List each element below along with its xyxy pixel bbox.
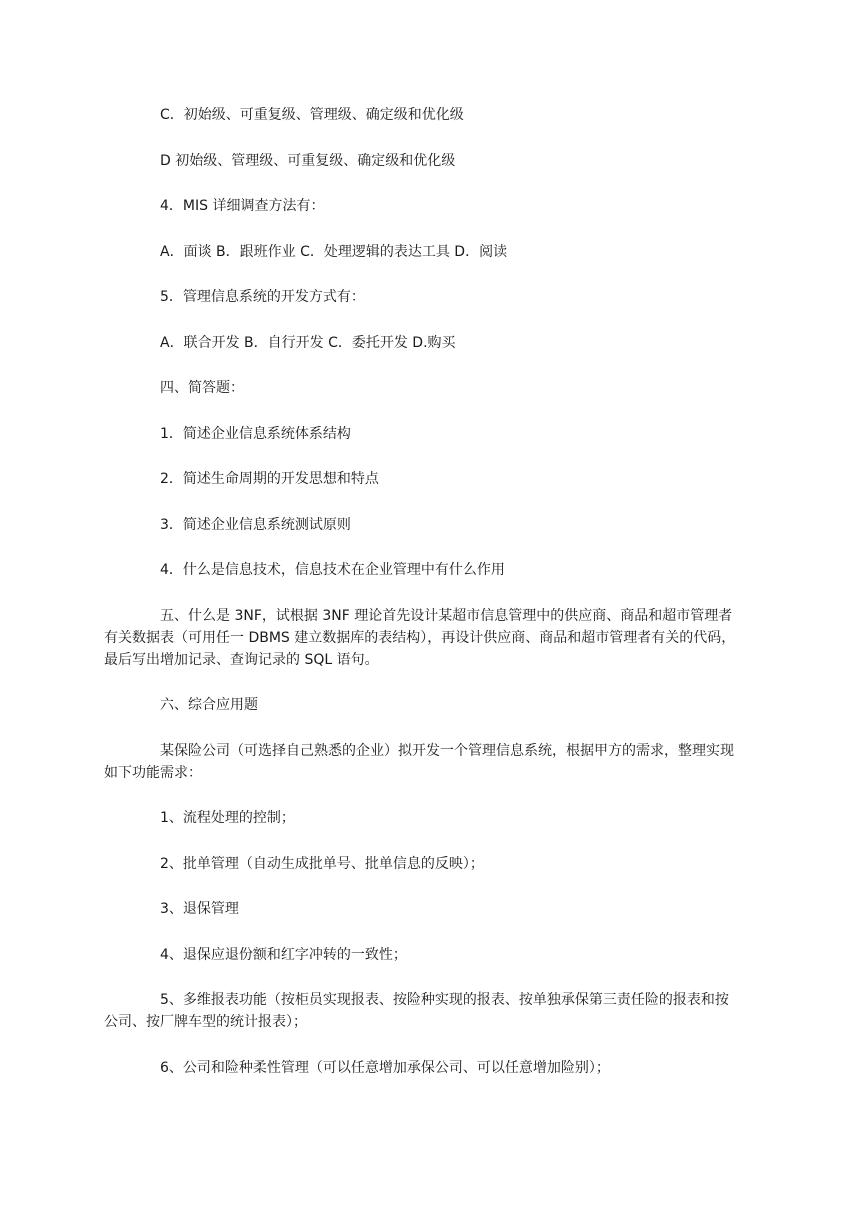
option-d-line: D 初始级、管理级、可重复级、确定级和优化级 [160,152,456,169]
question-4-line: 4．MIS 详细调查方法有： [160,198,325,214]
section-6-intro-block [104,740,740,784]
short-answer-3: 3．简述企业信息系统测试原则 [160,516,351,533]
requirement-item-3: 3、退保管理 [160,901,239,917]
document-body [104,104,740,1079]
requirement-item-4: 4、退保应退份额和红字冲转的一致性； [160,946,407,963]
question-5-options: A．联合开发 B．自行开发 C．委托开发 D.购买 [160,334,456,351]
short-answer-1: 1．简述企业信息系统体系结构 [160,425,351,442]
question-5-line: 5．管理信息系统的开发方式有： [160,289,365,305]
short-answer-2: 2．简述生命周期的开发思想和特点 [160,471,379,487]
section-5-block [104,605,740,671]
section-4-title: 四、简答题： [160,380,244,396]
section-6-title: 六、综合应用题 [160,697,258,713]
requirement-item-5-text: 5、多维报表功能（按柜员实现报表、按险种实现的报表、按单独承保第三责任险的报表和按公司、按厂牌车型的统计报表）； [104,992,729,1030]
requirement-item-5-block [104,989,740,1033]
section-5-text: 五、什么是 3NF，试根据 3NF 理论首先设计某超市信息管理中的供应商、商品和超市管理者有关数据表（可用任一 DBMS 建立数据库的表结构），再设计供应商、商品和超市管理者有关的代码，最后写出增加记录、查询记录的 SQL 语句。 [104,607,736,668]
requirement-item-1: 1、流程处理的控制； [160,810,295,826]
short-answer-4: 4．什么是信息技术，信息技术在企业管理中有什么作用 [160,562,505,578]
section-6-intro-text: 某保险公司（可选择自己熟悉的企业）拟开发一个管理信息系统，根据甲方的需求，整理实现如下功能需求： [104,742,734,781]
requirement-item-2: 2、批单管理（自动生成批单号、批单信息的反映）； [160,855,484,872]
question-4-options: A．面谈 B．跟班作业 C．处理逻辑的表达工具 D．阅读 [160,243,508,260]
requirement-item-6: 6、公司和险种柔性管理（可以任意增加承保公司、可以任意增加险别）； [160,1059,610,1076]
option-c-line: C．初始级、可重复级、管理级、确定级和优化级 [160,107,464,123]
